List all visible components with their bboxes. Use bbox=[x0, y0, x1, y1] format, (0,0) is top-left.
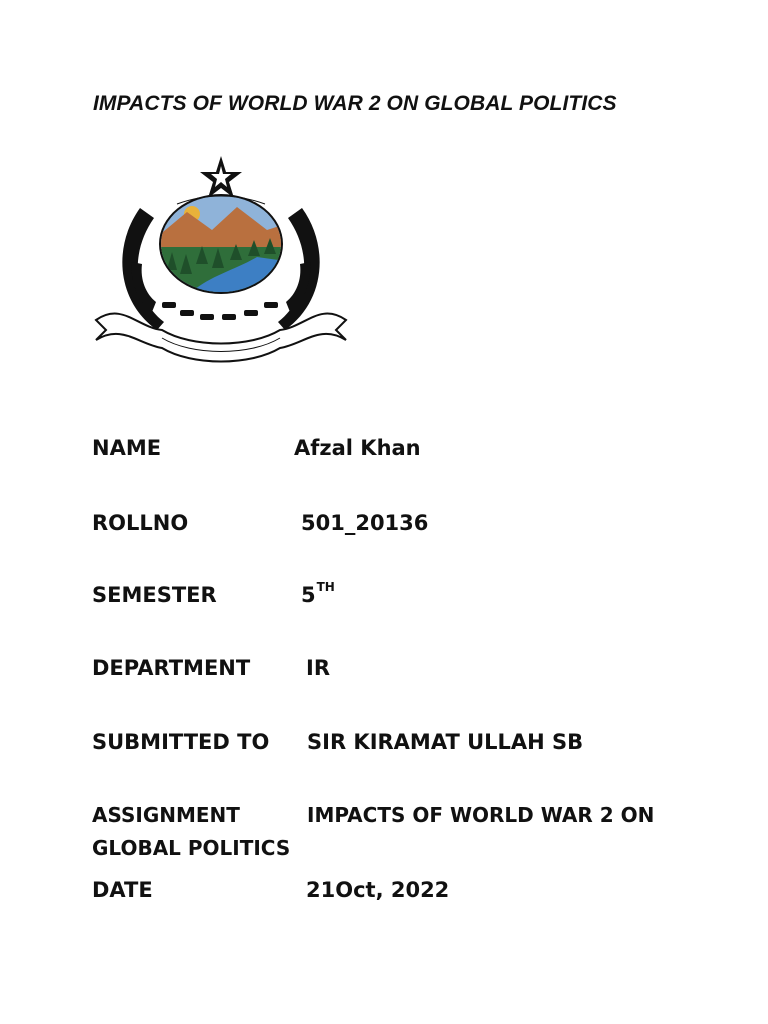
assignment-value: IMPACTS OF WORLD WAR 2 ON bbox=[307, 803, 655, 827]
submitted-to-label: SUBMITTED TO bbox=[92, 730, 270, 754]
assignment-value-continuation: GLOBAL POLITICS bbox=[92, 836, 291, 860]
date-value: 21Oct, 2022 bbox=[306, 878, 450, 902]
name-value: Afzal Khan bbox=[294, 436, 421, 460]
date-label: DATE bbox=[92, 878, 153, 902]
semester-suffix: TH bbox=[316, 580, 335, 594]
name-label: NAME bbox=[92, 436, 162, 460]
semester-value bbox=[301, 580, 335, 607]
semester-number: 5 bbox=[301, 583, 316, 607]
semester-label: SEMESTER bbox=[92, 583, 217, 607]
hazara-university-seal-icon bbox=[92, 152, 350, 370]
department-label: DEPARTMENT bbox=[92, 656, 251, 680]
department-value: IR bbox=[306, 656, 330, 680]
submitted-to-value: SIR KIRAMAT ULLAH SB bbox=[307, 730, 584, 754]
document-title: IMPACTS OF WORLD WAR 2 ON GLOBAL POLITICS bbox=[93, 92, 617, 115]
rollno-value: 501_20136 bbox=[301, 511, 429, 535]
assignment-label: ASSIGNMENT bbox=[92, 803, 240, 827]
rollno-label: ROLLNO bbox=[92, 511, 189, 535]
